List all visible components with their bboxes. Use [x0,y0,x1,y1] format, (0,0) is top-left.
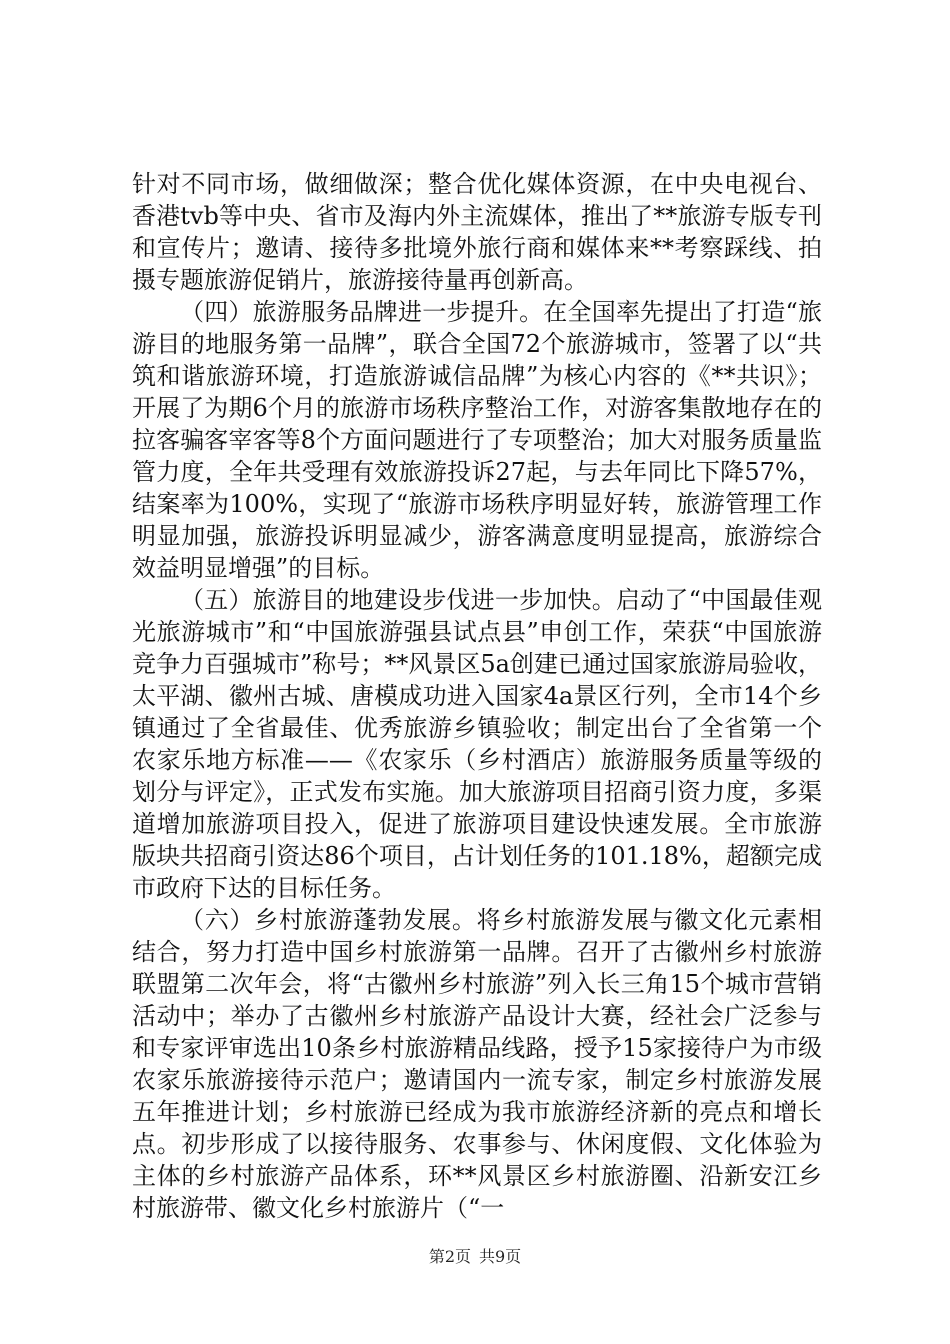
document-body [132,168,822,1224]
paragraph-2: （四）旅游服务品牌进一步提升。在全国率先提出了打造“旅游目的地服务第一品牌”，联合全国72个旅游城市，签署了以“共筑和谐旅游环境，打造旅游诚信品牌”为核心内容的《**共识》；开展了为期6个月的旅游市场秩序整治工作，对游客集散地存在的拉客骗客宰客等8个方面问题进行了专项整治；加大对服务质量监管力度，全年共受理有效旅游投诉27起，与去年同比下降57%，结案率为100%，实现了“旅游市场秩序明显好转，旅游管理工作明显加强，旅游投诉明显减少，游客满意度明显提高，旅游综合效益明显增强”的目标。 [132,298,822,582]
paragraph-3: （五）旅游目的地建设步伐进一步加快。启动了“中国最佳观光旅游城市”和“中国旅游强县试点县”申创工作，荣获“中国旅游竞争力百强城市”称号；**风景区5a创建已通过国家旅游局验收，太平湖、徽州古城、唐模成功进入国家4a景区行列，全市14个乡镇通过了全省最佳、优秀旅游乡镇验收；制定出台了全省第一个农家乐地方标准——《农家乐（乡村酒店）旅游服务质量等级的划分与评定》，正式发布实施。加大旅游项目招商引资力度，多渠道增加旅游项目投入，促进了旅游项目建设快速发展。全市旅游版块共招商引资达86个项目，占计划任务的101.18%，超额完成市政府下达的目标任务。 [132,586,822,902]
page-total: 共9页 [479,1247,522,1266]
page-number: 第2页 [428,1247,471,1266]
paragraph-4: （六）乡村旅游蓬勃发展。将乡村旅游发展与徽文化元素相结合，努力打造中国乡村旅游第一品牌。召开了古徽州乡村旅游联盟第二次年会，将“古徽州乡村旅游”列入长三角15个城市营销活动中；举办了古徽州乡村旅游产品设计大赛，经社会广泛参与和专家评审选出10条乡村旅游精品线路，授予15家接待户为市级农家乐旅游接待示范户；邀请国内一流专家，制定乡村旅游发展五年推进计划；乡村旅游已经成为我市旅游经济新的亮点和增长点。初步形成了以接待服务、农事参与、休闲度假、文化体验为主体的乡村旅游产品体系，环**风景区乡村旅游圈、沿新安江乡村旅游带、徽文化乡村旅游片（“一 [132,906,822,1222]
page-footer [0,1247,950,1267]
paragraph-1: 针对不同市场，做细做深；整合优化媒体资源，在中央电视台、香港tvb等中央、省市及海内外主流媒体，推出了**旅游专版专刊和宣传片；邀请、接待多批境外旅行商和媒体来**考察踩线、拍摄专题旅游促销片，旅游接待量再创新高。 [132,170,822,294]
